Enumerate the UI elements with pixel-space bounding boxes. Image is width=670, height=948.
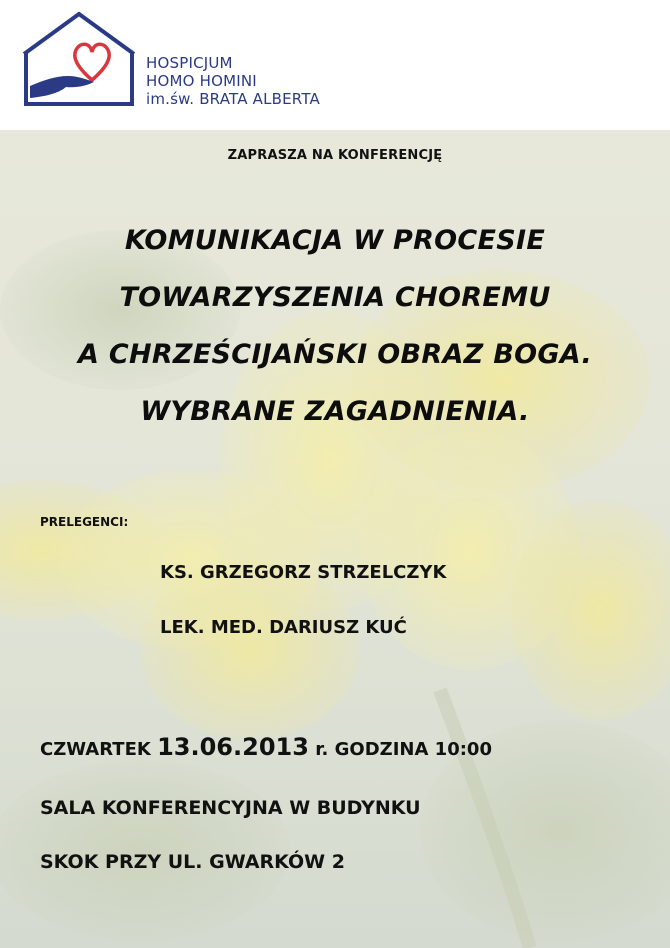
title-line-4: WYBRANE ZAGADNIENIA.	[140, 396, 530, 427]
title-line-2: TOWARZYSZENIA CHOREMU	[119, 282, 551, 313]
speaker-name-2: LEK. MED. DARIUSZ KUĆ	[160, 617, 407, 638]
event-day: CZWARTEK	[40, 739, 151, 760]
logo-line-1: HOSPICJUM	[146, 54, 233, 72]
speakers-label: PRELEGENCI:	[40, 515, 129, 529]
event-date-line	[40, 733, 492, 761]
event-time: GODZINA 10:00	[334, 739, 492, 760]
invitation-line: ZAPRASZA NA KONFERENCJĘ	[227, 148, 443, 163]
speaker-name-1: KS. GRZEGORZ STRZELCZYK	[160, 562, 447, 583]
venue-line-2: SKOK PRZY UL. GWARKÓW 2	[40, 851, 345, 873]
logo-line-2: HOMO HOMINI	[146, 72, 257, 90]
logo-line-3: im.św. BRATA ALBERTA	[146, 90, 320, 108]
title-line-3: A CHRZEŚCIJAŃSKI OBRAZ BOGA.	[77, 339, 593, 370]
conference-title	[0, 212, 670, 440]
event-date-suffix: r.	[315, 739, 329, 760]
venue-line-1: SALA KONFERENCYJNA W BUDYNKU	[40, 797, 421, 819]
event-date: 13.06.2013	[157, 733, 309, 761]
title-line-1: KOMUNIKACJA W PROCESIE	[124, 225, 546, 256]
